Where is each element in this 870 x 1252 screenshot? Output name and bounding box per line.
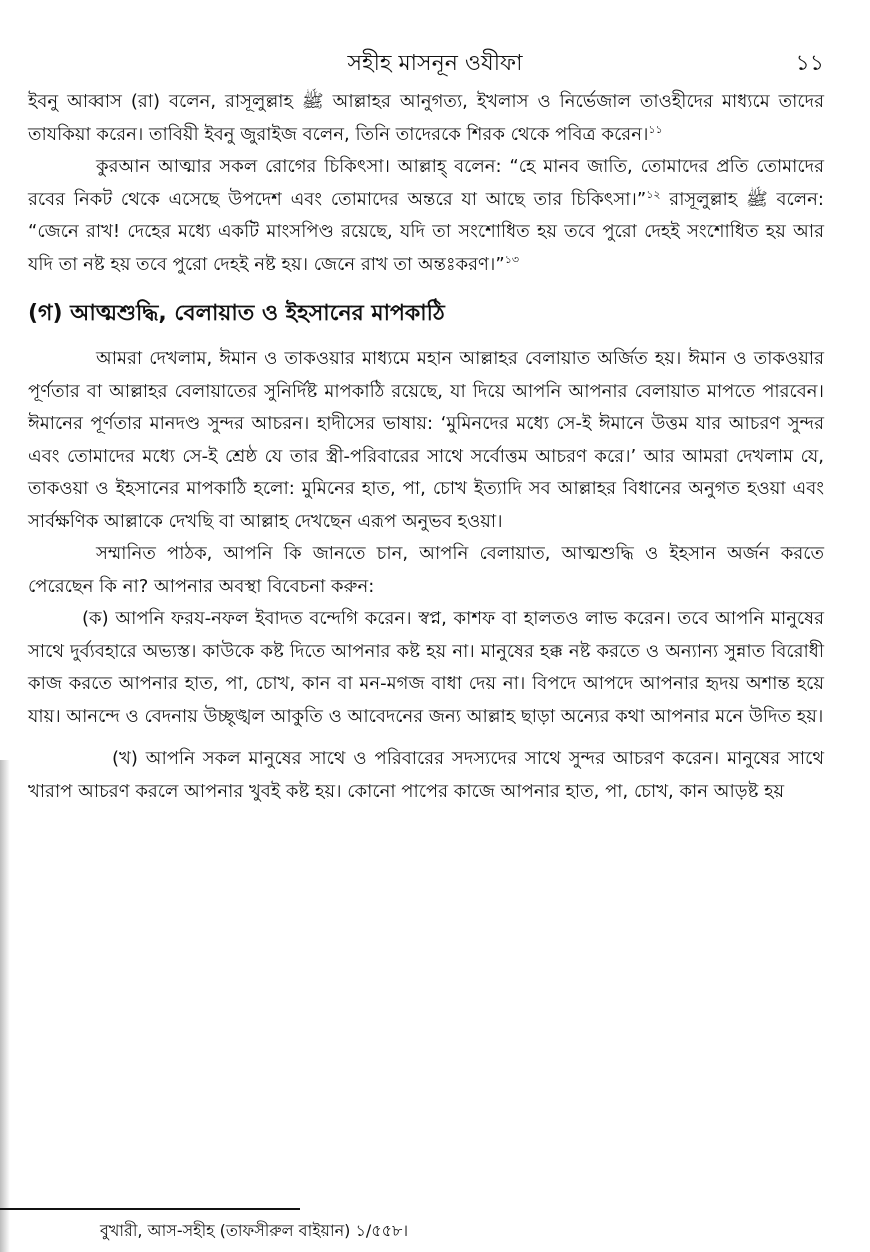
footnote-divider — [0, 1208, 300, 1210]
page-edge-shadow — [0, 760, 10, 1252]
page-number: ১১ — [795, 51, 824, 76]
paragraph-3: আমরা দেখলাম, ঈমান ও তাকওয়ার মাধ্যমে মহান আল্লাহর বেলায়াত অর্জিত হয়। ঈমান ও তাকওয়ার পূর্ণতার বা আল্লাহর বেলায়াতের সুনির্দিষ্ট মাপকাঠি রয়েছে, যা দিয়ে আপনি আপনার বেলায়াত মাপতে পারবেন। ঈমানের পূর্ণতার মানদণ্ড সুন্দর আচরন। হাদীসের ভাষায়: ‘মুমিনদের মধ্যে সে-ই ঈমানে উত্তম যার আচরণ সুন্দর এবং তোমাদের মধ্যে সে-ই শ্রেষ্ঠ যে তার স্ত্রী-পরিবারের সাথে সর্বোত্তম আচরণ করে।’ আর আমরা দেখলাম যে, তাকওয়া ও ইহসানের মাপকাঠি হলো: মুমিনের হাত, পা, চোখ ইত্যাদি সব আল্লাহর বিধানের অনুগত হওয়া এবং সার্বক্ষণিক আল্লাকে দেখছি বা আল্লাহ দেখছেন এরূপ অনুভব হওয়া। — [28, 348, 824, 532]
paragraph-2-text-a: কুরআন আত্মার সকল রোগের চিকিৎসা। আল্লাহ্ বলেন: “হে মানব জাতি, তোমাদের প্রতি তোমাদের রবের নিকট থেকে এসেছে উপদেশ এবং তোমাদের অন্তরে যা আছে তার চিকিৎসা।” — [28, 156, 824, 210]
running-header — [0, 46, 870, 86]
paragraph-1 — [28, 86, 824, 151]
paragraph-4: সম্মানিত পাঠক, আপনি কি জানতে চান, আপনি বেলায়াত, আত্মশুদ্ধি ও ইহসান অর্জন করতে পেরেছেন কি না? আপনার অবস্থা বিবেচনা করুন: — [28, 543, 824, 597]
list-item-kha: (খ) আপনি সকল মানুষের সাথে ও পরিবারের সদস্যদের সাথে সুন্দর আচরণ করেন। মানুষের সাথে খারাপ আচরণ করলে আপনার খুবই কষ্ট হয়। কোনো পাপের কাজে আপনার হাত, পা, চোখ, কান আড়ষ্ট হয় — [28, 748, 824, 802]
list-item-ka: (ক) আপনি ফরয-নফল ইবাদত বন্দেগি করেন। স্বপ্ন, কাশফ বা হালতও লাভ করেন। তবে আপনি মানুষের সাথে দুর্ব্যবহারে অভ্যস্ত। কাউকে কষ্ট দিতে আপনার কষ্ট হয় না। মানুষের হক্ক নষ্ট করতে ও অন্যান্য সুন্নাত বিরোধী কাজ করতে আপনার হাত, পা, চোখ, কান বা মন-মগজ বাধা দেয় না। বিপদে আপদে আপনার হৃদয় অশান্ত হয়ে যায়। আনন্দে ও বেদনায় উচ্ছৃঙ্খল আকুতি ও আবেদনের জন্য আল্লাহ ছাড়া অন্যের কথা আপনার মনে উদিত হয়। — [28, 608, 824, 727]
paragraph-2 — [28, 151, 824, 281]
body-text — [28, 86, 824, 808]
footnote-ref-11: ১১ — [648, 122, 663, 136]
footnote-ref-13: ১৩ — [504, 252, 519, 266]
paragraph-1-text: ইবনু আব্বাস (রা) বলেন, রাসূলুল্লাহ ﷺ আল্লাহর আনুগত্য, ইখলাস ও নির্ভেজাল তাওহীদের মাধ্যমে তাদের তাযকিয়া করেন। তাবিয়ী ইবনু জুরাইজ বলেন, তিনি তাদেরকে শিরক থেকে পবিত্র করেন। — [28, 91, 824, 145]
footnote-ref-12: ১২ — [646, 187, 661, 201]
paragraph-2-text-b: রাসূলুল্লাহ ﷺ বলেন: “জেনে রাখ! দেহের মধ্যে একটি মাংসপিণ্ড রয়েছে, যদি তা সংশোধিত হয় তবে পুরো দেহই সংশোধিত হয় আর যদি তা নষ্ট হয় তবে পুরো দেহই নষ্ট হয়। জেনে রাখ তা অন্তঃকরণ।” — [28, 188, 824, 275]
section-heading: (গ) আত্মশুদ্ধি, বেলায়াত ও ইহসানের মাপকাঠি — [28, 301, 445, 326]
book-title: সহীহ মাসনূন ওযীফা — [347, 51, 523, 76]
footnote: বুখারী, আস-সহীহ (তাফসীরুল বাইয়ান) ১/৫৫৮। — [100, 1221, 409, 1240]
